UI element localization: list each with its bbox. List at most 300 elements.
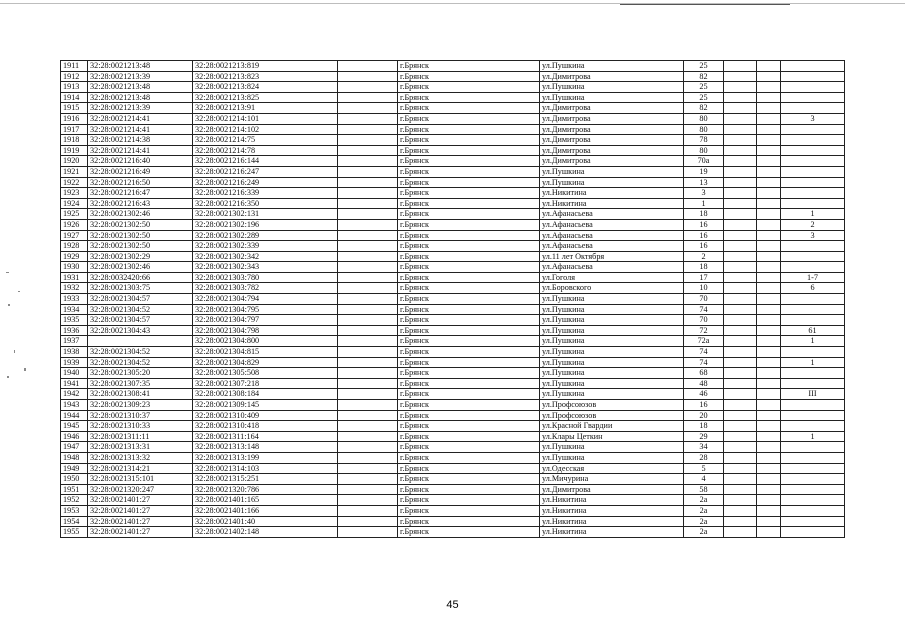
- old-cadastral-number: 32:28:0021305:20: [88, 368, 193, 379]
- house-number: 25: [684, 82, 724, 93]
- cadastral-number: 32:28:0021214:101: [193, 113, 338, 124]
- house-number: 74: [684, 304, 724, 315]
- empty-cell: [724, 71, 757, 82]
- city: г.Брянск: [398, 315, 540, 326]
- empty-cell: [724, 124, 757, 135]
- empty-cell: [338, 527, 398, 538]
- empty-cell: [724, 400, 757, 411]
- city: г.Брянск: [398, 156, 540, 167]
- table-row: [61, 92, 845, 103]
- house-number: 74: [684, 347, 724, 358]
- table-row: [61, 357, 845, 368]
- house-number: 72: [684, 325, 724, 336]
- city: г.Брянск: [398, 378, 540, 389]
- apartment-number: [781, 251, 845, 262]
- table-row: [61, 304, 845, 315]
- apartment-number: 2: [781, 219, 845, 230]
- street-address: ул.Профсоюзов: [540, 410, 684, 421]
- house-number: 29: [684, 431, 724, 442]
- empty-cell: [338, 410, 398, 421]
- table-row: [61, 484, 845, 495]
- street-address: ул.Никитина: [540, 198, 684, 209]
- table-row: [61, 294, 845, 305]
- empty-cell: [338, 336, 398, 347]
- table-row: [61, 156, 845, 167]
- table-row: [61, 198, 845, 209]
- apartment-number: [781, 421, 845, 432]
- empty-cell: [724, 188, 757, 199]
- house-number: 18: [684, 209, 724, 220]
- apartment-number: 61: [781, 325, 845, 336]
- empty-cell: [757, 283, 781, 294]
- old-cadastral-number: 32:28:0021214:38: [88, 135, 193, 146]
- empty-cell: [757, 61, 781, 72]
- street-address: ул.Никитина: [540, 527, 684, 538]
- empty-cell: [757, 241, 781, 252]
- apartment-number: [781, 410, 845, 421]
- table-row: [61, 347, 845, 358]
- house-number: 13: [684, 177, 724, 188]
- cadastral-number: 32:28:0021302:339: [193, 241, 338, 252]
- empty-cell: [724, 103, 757, 114]
- empty-cell: [724, 389, 757, 400]
- old-cadastral-number: 32:28:0021302:50: [88, 230, 193, 241]
- city: г.Брянск: [398, 219, 540, 230]
- empty-cell: [338, 368, 398, 379]
- street-address: ул.Димитрова: [540, 103, 684, 114]
- empty-cell: [757, 113, 781, 124]
- empty-cell: [338, 378, 398, 389]
- cadastral-number: 32:28:0021308:184: [193, 389, 338, 400]
- table-row: [61, 378, 845, 389]
- old-cadastral-number: 32:28:0021314:21: [88, 463, 193, 474]
- street-address: ул.Димитрова: [540, 145, 684, 156]
- row-number: 1914: [61, 92, 88, 103]
- row-number: 1933: [61, 294, 88, 305]
- empty-cell: [757, 294, 781, 305]
- street-address: ул.Гоголя: [540, 272, 684, 283]
- cadastral-number: 32:28:0021216:249: [193, 177, 338, 188]
- table-row: [61, 421, 845, 432]
- empty-cell: [757, 357, 781, 368]
- street-address: ул.Пушкина: [540, 357, 684, 368]
- city: г.Брянск: [398, 516, 540, 527]
- table-row: [61, 389, 845, 400]
- cadastral-number: 32:28:0021401:40: [193, 516, 338, 527]
- row-number: 1937: [61, 336, 88, 347]
- apartment-number: [781, 124, 845, 135]
- city: г.Брянск: [398, 135, 540, 146]
- street-address: ул.Одесская: [540, 463, 684, 474]
- table-row: [61, 495, 845, 506]
- old-cadastral-number: 32:28:0021401:27: [88, 505, 193, 516]
- empty-cell: [338, 219, 398, 230]
- row-number: 1943: [61, 400, 88, 411]
- scan-artifact: [6, 272, 9, 273]
- row-number: 1928: [61, 241, 88, 252]
- empty-cell: [724, 198, 757, 209]
- old-cadastral-number: 32:28:0032420:66: [88, 272, 193, 283]
- cadastral-number: 32:28:0021304:798: [193, 325, 338, 336]
- old-cadastral-number: 32:28:0021216:49: [88, 166, 193, 177]
- table-row: [61, 505, 845, 516]
- apartment-number: [781, 92, 845, 103]
- empty-cell: [338, 484, 398, 495]
- empty-cell: [338, 230, 398, 241]
- table-row: [61, 135, 845, 146]
- apartment-number: [781, 103, 845, 114]
- cadastral-number: 32:28:0021213:824: [193, 82, 338, 93]
- house-number: 48: [684, 378, 724, 389]
- row-number: 1924: [61, 198, 88, 209]
- city: г.Брянск: [398, 166, 540, 177]
- table-row: [61, 188, 845, 199]
- table-row: [61, 410, 845, 421]
- street-address: ул.Клары Цеткин: [540, 431, 684, 442]
- empty-cell: [338, 198, 398, 209]
- street-address: ул.Пушкина: [540, 325, 684, 336]
- apartment-number: 1-7: [781, 272, 845, 283]
- row-number: 1920: [61, 156, 88, 167]
- house-number: 2а: [684, 516, 724, 527]
- city: г.Брянск: [398, 389, 540, 400]
- empty-cell: [757, 527, 781, 538]
- cadastral-number: 32:28:0021313:148: [193, 442, 338, 453]
- city: г.Брянск: [398, 92, 540, 103]
- house-number: 25: [684, 61, 724, 72]
- street-address: ул.Пушкина: [540, 389, 684, 400]
- table-row: [61, 315, 845, 326]
- house-number: 34: [684, 442, 724, 453]
- house-number: 18: [684, 421, 724, 432]
- empty-cell: [338, 452, 398, 463]
- table-row: [61, 474, 845, 485]
- cadastral-number: 32:28:0021304:794: [193, 294, 338, 305]
- city: г.Брянск: [398, 357, 540, 368]
- table-row: [61, 209, 845, 220]
- old-cadastral-number: 32:28:0021302:50: [88, 219, 193, 230]
- empty-cell: [757, 516, 781, 527]
- house-number: 20: [684, 410, 724, 421]
- empty-cell: [724, 325, 757, 336]
- old-cadastral-number: [88, 336, 193, 347]
- city: г.Брянск: [398, 198, 540, 209]
- empty-cell: [757, 177, 781, 188]
- empty-cell: [724, 145, 757, 156]
- city: г.Брянск: [398, 188, 540, 199]
- old-cadastral-number: 32:28:0021213:39: [88, 103, 193, 114]
- street-address: ул.Димитрова: [540, 113, 684, 124]
- street-address: ул.Красной Гвардии: [540, 421, 684, 432]
- old-cadastral-number: 32:28:0021214:41: [88, 124, 193, 135]
- table-row: [61, 61, 845, 72]
- city: г.Брянск: [398, 474, 540, 485]
- row-number: 1954: [61, 516, 88, 527]
- table-row: [61, 230, 845, 241]
- empty-cell: [724, 209, 757, 220]
- city: г.Брянск: [398, 421, 540, 432]
- house-number: 2а: [684, 505, 724, 516]
- empty-cell: [757, 484, 781, 495]
- apartment-number: [781, 304, 845, 315]
- scan-artifact: [24, 368, 26, 371]
- old-cadastral-number: 32:28:0021214:41: [88, 145, 193, 156]
- cadastral-number: 32:28:0021302:196: [193, 219, 338, 230]
- table-row: [61, 283, 845, 294]
- empty-cell: [757, 400, 781, 411]
- table-row: [61, 516, 845, 527]
- old-cadastral-number: 32:28:0021315:101: [88, 474, 193, 485]
- old-cadastral-number: 32:28:0021310:37: [88, 410, 193, 421]
- cadastral-number: 32:28:0021304:800: [193, 336, 338, 347]
- empty-cell: [757, 82, 781, 93]
- cadastral-number: 32:28:0021402:148: [193, 527, 338, 538]
- empty-cell: [338, 474, 398, 485]
- empty-cell: [338, 442, 398, 453]
- street-address: ул.Пушкина: [540, 336, 684, 347]
- row-number: 1947: [61, 442, 88, 453]
- street-address: ул.Пушкина: [540, 177, 684, 188]
- street-address: ул.Никитина: [540, 188, 684, 199]
- old-cadastral-number: 32:28:0021214:41: [88, 113, 193, 124]
- empty-cell: [724, 294, 757, 305]
- empty-cell: [724, 166, 757, 177]
- apartment-number: [781, 156, 845, 167]
- cadastral-number: 32:28:0021313:199: [193, 452, 338, 463]
- old-cadastral-number: 32:28:0021313:32: [88, 452, 193, 463]
- row-number: 1917: [61, 124, 88, 135]
- table-row: [61, 82, 845, 93]
- empty-cell: [757, 103, 781, 114]
- street-address: ул.Пушкина: [540, 92, 684, 103]
- cadastral-number: 32:28:0021401:166: [193, 505, 338, 516]
- city: г.Брянск: [398, 505, 540, 516]
- old-cadastral-number: 32:28:0021304:43: [88, 325, 193, 336]
- table-row: [61, 527, 845, 538]
- empty-cell: [757, 198, 781, 209]
- empty-cell: [338, 103, 398, 114]
- empty-cell: [338, 166, 398, 177]
- old-cadastral-number: 32:28:0021213:48: [88, 82, 193, 93]
- street-address: ул.Пушкина: [540, 452, 684, 463]
- cadastral-number: 32:28:0021213:823: [193, 71, 338, 82]
- row-number: 1950: [61, 474, 88, 485]
- apartment-number: [781, 198, 845, 209]
- cadastral-number: 32:28:0021213:91: [193, 103, 338, 114]
- city: г.Брянск: [398, 304, 540, 315]
- scan-top-rule-dark: [620, 4, 790, 5]
- table-row: [61, 463, 845, 474]
- table-row: [61, 241, 845, 252]
- empty-cell: [757, 124, 781, 135]
- house-number: 4: [684, 474, 724, 485]
- table-row: [61, 431, 845, 442]
- row-number: 1940: [61, 368, 88, 379]
- city: г.Брянск: [398, 336, 540, 347]
- empty-cell: [338, 241, 398, 252]
- row-number: 1922: [61, 177, 88, 188]
- empty-cell: [338, 92, 398, 103]
- cadastral-number: 32:28:0021304:795: [193, 304, 338, 315]
- old-cadastral-number: 32:28:0021302:50: [88, 241, 193, 252]
- row-number: 1945: [61, 421, 88, 432]
- city: г.Брянск: [398, 294, 540, 305]
- street-address: ул.Пушкина: [540, 442, 684, 453]
- empty-cell: [338, 495, 398, 506]
- row-number: 1911: [61, 61, 88, 72]
- street-address: ул.Пушкина: [540, 61, 684, 72]
- apartment-number: [781, 145, 845, 156]
- house-number: 68: [684, 368, 724, 379]
- apartment-number: [781, 166, 845, 177]
- cadastral-number: 32:28:0021213:819: [193, 61, 338, 72]
- house-number: 16: [684, 241, 724, 252]
- row-number: 1952: [61, 495, 88, 506]
- cadastral-number: 32:28:0021214:102: [193, 124, 338, 135]
- street-address: ул.Афанасьева: [540, 230, 684, 241]
- cadastral-number: 32:28:0021320:786: [193, 484, 338, 495]
- cadastral-number: 32:28:0021303:782: [193, 283, 338, 294]
- apartment-number: III: [781, 389, 845, 400]
- row-number: 1946: [61, 431, 88, 442]
- table-row: [61, 368, 845, 379]
- street-address: ул.Афанасьева: [540, 219, 684, 230]
- house-number: 18: [684, 262, 724, 273]
- old-cadastral-number: 32:28:0021309:23: [88, 400, 193, 411]
- city: г.Брянск: [398, 463, 540, 474]
- page-number: 45: [446, 599, 459, 611]
- empty-cell: [338, 262, 398, 273]
- cadastral-number: 32:28:0021401:165: [193, 495, 338, 506]
- apartment-number: 1: [781, 431, 845, 442]
- empty-cell: [757, 452, 781, 463]
- cadastral-number: 32:28:0021314:103: [193, 463, 338, 474]
- empty-cell: [724, 527, 757, 538]
- street-address: ул.Никитина: [540, 505, 684, 516]
- house-number: 16: [684, 219, 724, 230]
- old-cadastral-number: 32:28:0021213:39: [88, 71, 193, 82]
- cadastral-number: 32:28:0021302:131: [193, 209, 338, 220]
- house-number: 72а: [684, 336, 724, 347]
- empty-cell: [757, 463, 781, 474]
- street-address: ул.Пушкина: [540, 315, 684, 326]
- row-number: 1951: [61, 484, 88, 495]
- empty-cell: [757, 315, 781, 326]
- apartment-number: [781, 484, 845, 495]
- street-address: ул.Пушкина: [540, 347, 684, 358]
- empty-cell: [757, 166, 781, 177]
- old-cadastral-number: 32:28:0021302:29: [88, 251, 193, 262]
- table-row: [61, 166, 845, 177]
- old-cadastral-number: 32:28:0021401:27: [88, 495, 193, 506]
- empty-cell: [724, 495, 757, 506]
- old-cadastral-number: 32:28:0021401:27: [88, 527, 193, 538]
- city: г.Брянск: [398, 400, 540, 411]
- street-address: ул.Никитина: [540, 516, 684, 527]
- house-number: 16: [684, 400, 724, 411]
- city: г.Брянск: [398, 209, 540, 220]
- table-row: [61, 103, 845, 114]
- house-number: 78: [684, 135, 724, 146]
- empty-cell: [338, 113, 398, 124]
- street-address: ул.Профсоюзов: [540, 400, 684, 411]
- apartment-number: [781, 315, 845, 326]
- empty-cell: [724, 113, 757, 124]
- empty-cell: [338, 389, 398, 400]
- empty-cell: [724, 61, 757, 72]
- empty-cell: [338, 135, 398, 146]
- empty-cell: [338, 325, 398, 336]
- table-row: [61, 71, 845, 82]
- empty-cell: [724, 219, 757, 230]
- empty-cell: [757, 188, 781, 199]
- apartment-number: [781, 262, 845, 273]
- cadastral-number: 32:28:0021310:409: [193, 410, 338, 421]
- street-address: ул.Пушкина: [540, 304, 684, 315]
- empty-cell: [757, 505, 781, 516]
- empty-cell: [724, 230, 757, 241]
- cadastral-number: 32:28:0021302:289: [193, 230, 338, 241]
- registry-table-body: [61, 61, 845, 538]
- empty-cell: [724, 474, 757, 485]
- empty-cell: [724, 315, 757, 326]
- cadastral-number: 32:28:0021216:339: [193, 188, 338, 199]
- empty-cell: [724, 431, 757, 442]
- apartment-number: [781, 188, 845, 199]
- street-address: ул.Димитрова: [540, 484, 684, 495]
- empty-cell: [338, 251, 398, 262]
- scan-artifact: [14, 350, 15, 353]
- cadastral-number: 32:28:0021309:145: [193, 400, 338, 411]
- street-address: ул.Пушкина: [540, 378, 684, 389]
- empty-cell: [338, 177, 398, 188]
- row-number: 1949: [61, 463, 88, 474]
- street-address: ул.Димитрова: [540, 135, 684, 146]
- empty-cell: [724, 92, 757, 103]
- house-number: 74: [684, 357, 724, 368]
- empty-cell: [724, 452, 757, 463]
- empty-cell: [724, 368, 757, 379]
- street-address: ул.Никитина: [540, 495, 684, 506]
- row-number: 1953: [61, 505, 88, 516]
- empty-cell: [757, 442, 781, 453]
- row-number: 1927: [61, 230, 88, 241]
- row-number: 1955: [61, 527, 88, 538]
- empty-cell: [757, 421, 781, 432]
- house-number: 70: [684, 315, 724, 326]
- house-number: 46: [684, 389, 724, 400]
- empty-cell: [338, 145, 398, 156]
- old-cadastral-number: 32:28:0021320:247: [88, 484, 193, 495]
- empty-cell: [757, 71, 781, 82]
- empty-cell: [757, 347, 781, 358]
- row-number: 1929: [61, 251, 88, 262]
- empty-cell: [757, 219, 781, 230]
- cadastral-number: 32:28:0021315:251: [193, 474, 338, 485]
- empty-cell: [338, 421, 398, 432]
- scan-artifact: [8, 304, 10, 306]
- empty-cell: [724, 484, 757, 495]
- house-number: 5: [684, 463, 724, 474]
- empty-cell: [724, 516, 757, 527]
- empty-cell: [338, 400, 398, 411]
- empty-cell: [757, 431, 781, 442]
- city: г.Брянск: [398, 272, 540, 283]
- row-number: 1941: [61, 378, 88, 389]
- row-number: 1923: [61, 188, 88, 199]
- apartment-number: 3: [781, 113, 845, 124]
- old-cadastral-number: 32:28:0021304:52: [88, 347, 193, 358]
